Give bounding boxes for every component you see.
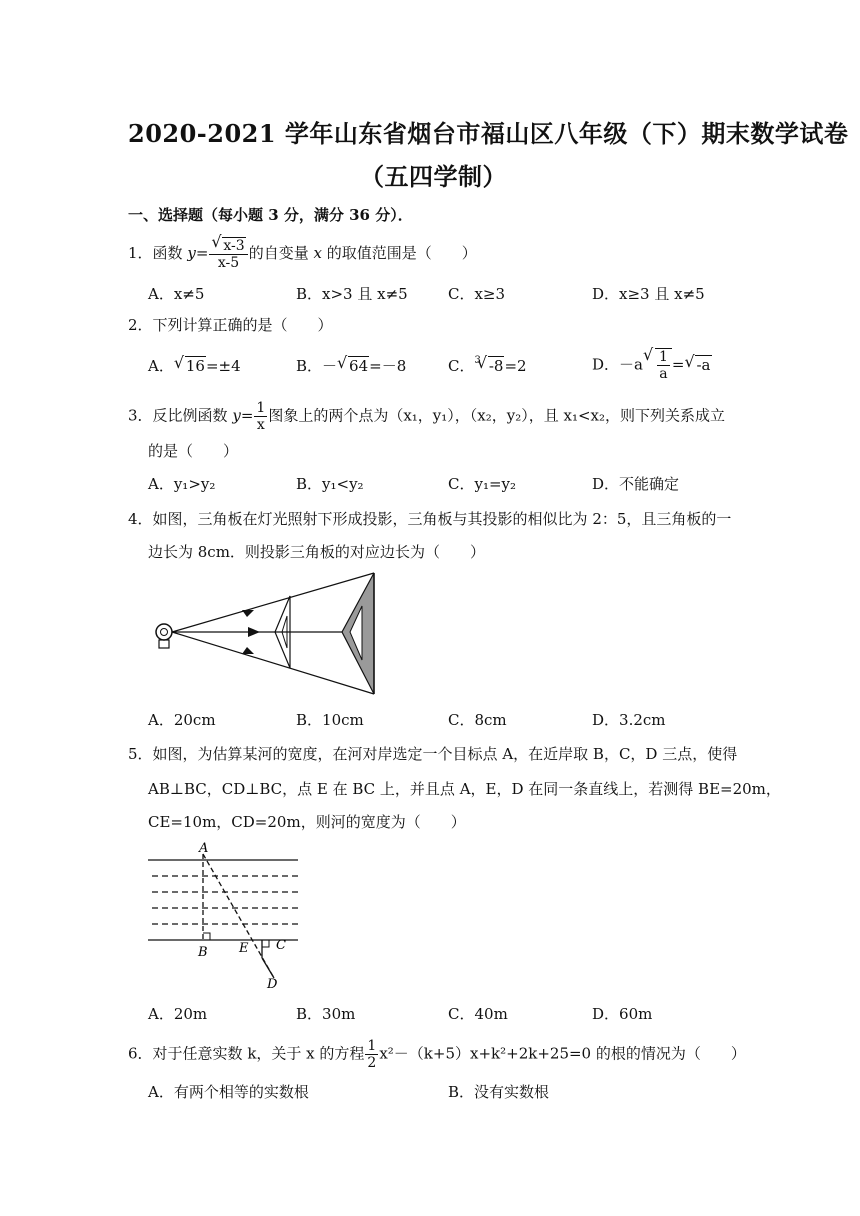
river-figure bbox=[146, 840, 306, 990]
question-3-cont: 的是（ ） bbox=[148, 442, 239, 460]
option-c: C．40m bbox=[448, 1005, 508, 1023]
option-b: B．30m bbox=[296, 1005, 356, 1023]
page-subtitle: （五四学制） bbox=[360, 162, 507, 191]
label-d: D bbox=[267, 977, 278, 990]
label-e: E bbox=[239, 941, 249, 956]
option-a: A．有两个相等的实数根 bbox=[148, 1083, 309, 1101]
question-6: 6．对于任意实数 k，关于 x 的方程 $\frac{1}{2}$ x²－（k+5）x+k²+2k+25=0 的根的情况为（ ） bbox=[128, 1038, 746, 1071]
question-4-cont: 边长为 8cm．则投影三角板的对应边长为（ ） bbox=[148, 543, 485, 561]
label-c: C bbox=[276, 938, 286, 953]
option-d: D．不能确定 bbox=[592, 475, 680, 493]
question-number: 1． bbox=[128, 244, 153, 262]
lamp-icon bbox=[156, 624, 172, 640]
projection-figure bbox=[150, 570, 380, 698]
option-a: A．√ 16=±4 bbox=[148, 355, 241, 376]
option-c: C．y₁=y₂ bbox=[448, 475, 517, 493]
section-header: 一、选择题（每小题 3 分，满分 36 分）． bbox=[128, 206, 413, 224]
option-a: A．y₁>y₂ bbox=[148, 475, 216, 493]
option-d: D．x≥3 且 x≠5 bbox=[592, 285, 705, 303]
page-title: 2020-2021 学年山东省烟台市福山区八年级（下）期末数学试卷 bbox=[128, 119, 849, 148]
question-5: 5．如图，为估算某河的宽度，在河对岸选定一个目标点 A，在近岸取 B，C，D 三点，使得 bbox=[128, 745, 738, 763]
option-d: D．－a √ $\frac{1}{a}$ =√ -a bbox=[592, 348, 712, 382]
question-1: 1．函数 y= √ $\frac{x-3}{x-5}$ 的自变量 x 的取值范围是（ ） bbox=[128, 237, 477, 271]
question-4: 4．如图，三角板在灯光照射下形成投影，三角板与其投影的相似比为 2：5，且三角板的一 bbox=[128, 510, 732, 528]
option-b: B．－√ 64=－8 bbox=[296, 355, 406, 376]
label-a: A bbox=[199, 841, 209, 856]
question-3: 3．反比例函数 y= $\frac{1}{x}$ 图象上的两个点为（x₁，y₁），（x₂，y₂），且 x₁<x₂，则下列关系成立 bbox=[128, 400, 726, 433]
option-b: B．x>3 且 x≠5 bbox=[296, 285, 408, 303]
option-d: D．3.2cm bbox=[592, 711, 666, 729]
option-c: C．x≥3 bbox=[448, 285, 506, 303]
option-d: D．60m bbox=[592, 1005, 653, 1023]
question-5-cont2: CE=10m，CD=20m，则河的宽度为（ ） bbox=[148, 813, 466, 831]
option-a: A．20cm bbox=[148, 711, 216, 729]
option-c: C．8cm bbox=[448, 711, 507, 729]
option-a: A．x≠5 bbox=[148, 285, 205, 303]
question-5-cont: AB⊥BC，CD⊥BC，点 E 在 BC 上，并且点 A，E，D 在同一条直线上，若测得 BE=20m， bbox=[148, 780, 781, 798]
fraction: √ $\frac{x-3}{x-5}$ bbox=[209, 237, 247, 271]
option-b: B．没有实数根 bbox=[448, 1083, 550, 1101]
label-b: B bbox=[198, 945, 208, 960]
option-c: C．$^3$√ -8=2 bbox=[448, 355, 527, 376]
option-b: B．10cm bbox=[296, 711, 364, 729]
option-b: B．y₁<y₂ bbox=[296, 475, 364, 493]
question-2: 2．下列计算正确的是（ ） bbox=[128, 316, 333, 334]
option-a: A．20m bbox=[148, 1005, 208, 1023]
